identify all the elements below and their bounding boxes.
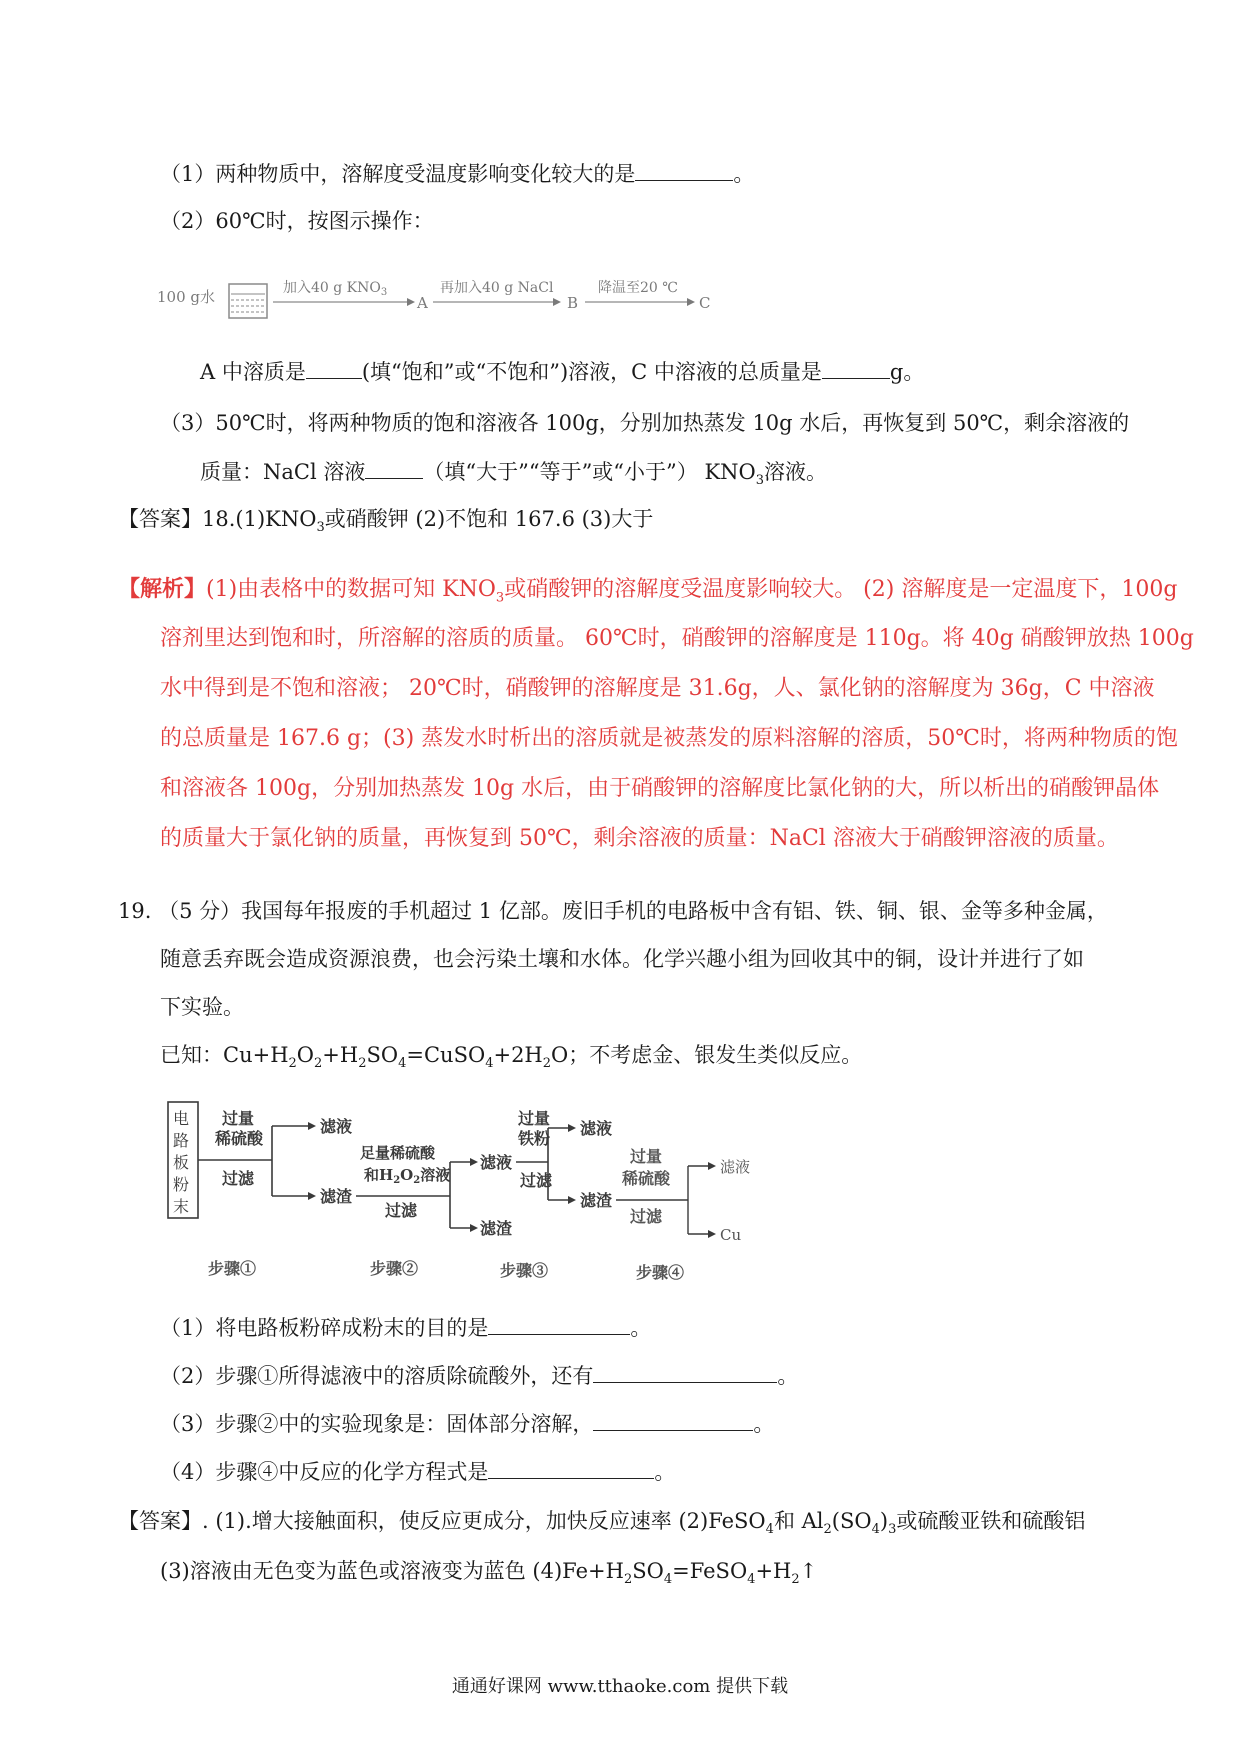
q18-part2: （2）60℃时，按图示操作： (160, 209, 434, 233)
q19-part1: （1）将电路板粉碎成粉末的目的是 。 (160, 1312, 651, 1343)
q18-explanation-line2: 溶剂里达到饱和时，所溶解的溶质的质量。 60℃时，硝酸钾的溶解度是 110g。将 40g 硝酸钾放热 100g (160, 626, 1194, 651)
q19-intro-line1: 19. （5 分）我国每年报废的手机超过 1 亿部。废旧手机的电路板中含有铝、铁、铜、银、金等多种金属， (118, 899, 1108, 923)
answer-blank (306, 356, 362, 379)
start-char-4: 粉 (173, 1175, 190, 1194)
start-char-2: 路 (173, 1131, 190, 1150)
answer-blank (488, 1312, 630, 1335)
q18-answer: 【答案】$18.(1)KNO_3$或硝酸钾 (2)不饱和 167.6 (3)大于 (118, 507, 654, 536)
step-label-4: 步骤④ (636, 1263, 685, 1282)
answer-blank (488, 1456, 654, 1479)
svg-text:过滤: 过滤 (630, 1207, 663, 1226)
svg-text:过滤: 过滤 (222, 1169, 255, 1188)
step-label-2: 步骤② (370, 1259, 419, 1278)
q19-part2: （2）步骤①所得滤液中的溶质除硫酸外，还有 。 (160, 1360, 798, 1391)
svg-text:稀硫酸: 稀硫酸 (622, 1169, 671, 1188)
step-label-3: 步骤③ (500, 1261, 549, 1280)
step-label-1: 步骤① (208, 1259, 257, 1278)
q18-part2-question: A 中溶质是 (填“饱和”或“不饱和”)溶液，C 中溶液的总质量是 g。 (200, 356, 924, 387)
step-add-kno3: 加入40 g $KNO_3$ (283, 280, 388, 298)
q18-part3-line1: （3）50℃时，将两种物质的饱和溶液各 100g，分别加热蒸发 10g 水后，再恢复到 50℃，剩余溶液的 (160, 411, 1130, 435)
start-char-5: 末 (173, 1197, 190, 1216)
q18-part1: （1）两种物质中，溶解度受温度影响变化较大的是 。 (160, 158, 754, 189)
residue-2: 滤渣 (480, 1219, 513, 1238)
filtrate-2: 滤液 (480, 1153, 513, 1172)
svg-text:过量: 过量 (222, 1109, 255, 1128)
filtrate-1: 滤液 (320, 1117, 353, 1136)
answer-blank (593, 1408, 753, 1431)
residue-3: 滤渣 (580, 1191, 613, 1210)
answer-blank (635, 158, 733, 181)
q19-known-equation: 已知：$Cu+H_2O_2+H_2SO_4=CuSO_4+2H_2O$；不考虑金、银发生类似反应。 (160, 1043, 863, 1072)
q18-explanation-line4: 的总质量是 167.6 g；(3) 蒸发水时析出的溶质就是被蒸发的原料溶解的溶质，50℃时，将两种物质的饱 (160, 726, 1178, 751)
operation-diagram (155, 272, 755, 326)
q18-explanation-line6: 的质量大于氯化钠的质量，再恢复到 50℃，剩余溶液的质量：NaCl 溶液大于硝酸钾溶液的质量。 (160, 826, 1119, 851)
step-add-nacl: 再加入40 g NaCl (440, 280, 554, 296)
svg-text:过滤: 过滤 (520, 1171, 553, 1190)
answer-blank (365, 456, 423, 479)
beaker-icon (229, 284, 267, 318)
answer-blank (822, 356, 890, 379)
svg-text:足量稀硫酸: 足量稀硫酸 (360, 1144, 436, 1162)
water-label: 100 g水 (157, 288, 216, 306)
residue-1: 滤渣 (320, 1187, 353, 1206)
filtrate-3: 滤液 (580, 1119, 613, 1138)
q19-answer-line1: 【答案】. (1).增大接触面积，使反应更成分，加快反应速率 (2)FeSO$_4$和 $Al_2(SO_4)_3$或硫酸亚铁和硫酸铝 (118, 1509, 1086, 1538)
q18-part3-line2: 质量：NaCl 溶液 （填“大于”“等于”或“小于”） $KNO_3$溶液。 (200, 456, 827, 487)
q19-intro-line2: 随意丢弃既会造成资源浪费，也会污染土壤和水体。化学兴趣小组为回收其中的铜，设计并进行了如 (160, 947, 1084, 971)
q18-explanation-line3: 水中得到是不饱和溶液； 20℃时，硝酸钾的溶解度是 31.6g，人、氯化钠的溶解度为 36g，C 中溶液 (160, 676, 1155, 701)
q19-intro-line3: 下实验。 (160, 995, 244, 1019)
label-c: C (699, 294, 711, 312)
answer-blank (593, 1360, 777, 1383)
svg-text:过滤: 过滤 (385, 1201, 418, 1220)
q18-explanation-line1: 【解析】(1)由表格中的数据可知 $KNO_3$或硝酸钾的溶解度受温度影响较大。 (2) 溶解度是一定温度下，100g (118, 576, 1178, 606)
label-a: A (417, 294, 428, 312)
start-char-1: 电 (173, 1109, 190, 1128)
step-cool: 降温至20 ℃ (598, 280, 678, 296)
svg-text:稀硫酸: 稀硫酸 (215, 1129, 264, 1148)
svg-text:铁粉: 铁粉 (518, 1129, 551, 1148)
label-b: B (567, 294, 579, 312)
q19-part3: （3）步骤②中的实验现象是：固体部分溶解， 。 (160, 1408, 774, 1439)
page-footer: 通通好课网 www.tthaoke.com 提供下载 (451, 1676, 789, 1697)
filtrate-4: 滤液 (720, 1158, 751, 1176)
cu-product: Cu (720, 1226, 742, 1244)
start-char-3: 板 (173, 1153, 190, 1172)
svg-text:过量: 过量 (630, 1147, 663, 1166)
svg-text:和H2O2溶液: 和$H_2O_2$溶液 (364, 1166, 451, 1186)
copper-recovery-flowchart (160, 1092, 820, 1282)
q18-explanation-line5: 和溶液各 100g，分别加热蒸发 10g 水后，由于硝酸钾的溶解度比氯化钠的大，所以析出的硝酸钾晶体 (160, 776, 1160, 801)
svg-text:过量: 过量 (518, 1109, 551, 1128)
q19-part4: （4）步骤④中反应的化学方程式是 。 (160, 1456, 675, 1487)
q19-answer-line2: (3)溶液由无色变为蓝色或溶液变为蓝色 $(4)Fe+H_2SO_4=FeSO_4+H_2↑$ (160, 1559, 818, 1588)
